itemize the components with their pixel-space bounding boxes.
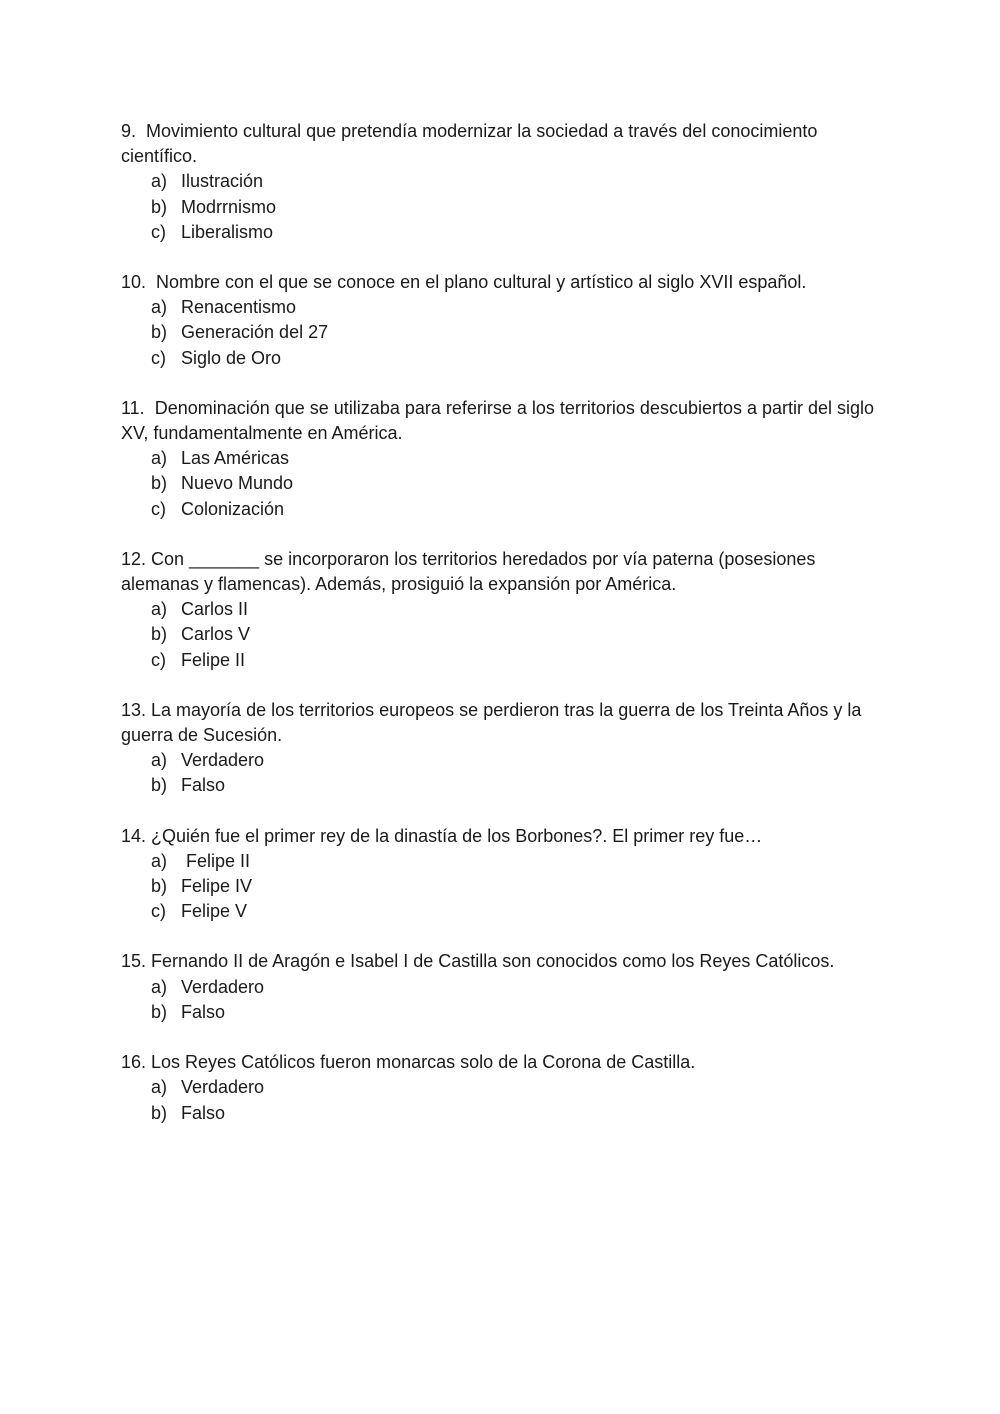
answer-options (121, 975, 881, 1025)
question-block (121, 119, 881, 245)
answer-options (121, 748, 881, 798)
option-label: Las Américas (181, 448, 290, 469)
option-letter: a) (151, 171, 168, 192)
question-block (121, 824, 881, 925)
question-block (121, 270, 881, 371)
option-letter: c) (151, 649, 166, 670)
answer-option[interactable] (121, 748, 881, 773)
question-block (121, 1050, 881, 1126)
question-text: 9. Movimiento cultural que pretendía modernizar la sociedad a través del conocimiento científico. (121, 121, 823, 167)
question-text: 10. Nombre con el que se conoce en el plano cultural y artístico al siglo XVII español. (121, 272, 807, 293)
question-block (121, 949, 881, 1025)
option-letter: b) (151, 322, 168, 343)
option-label: Falso (181, 775, 226, 796)
answer-option[interactable] (121, 320, 881, 345)
answer-options (121, 169, 881, 245)
option-letter: a) (151, 750, 168, 771)
option-label: Renacentismo (181, 297, 297, 318)
answer-option[interactable] (121, 220, 881, 245)
answer-option[interactable] (121, 874, 881, 899)
option-letter: b) (151, 775, 168, 796)
option-label: Falso (181, 1102, 226, 1123)
answer-option[interactable] (121, 773, 881, 798)
option-letter: b) (151, 1102, 168, 1123)
option-label: Carlos V (181, 624, 251, 645)
option-letter: a) (151, 297, 168, 318)
option-label: Felipe V (181, 901, 248, 922)
answer-option[interactable] (121, 622, 881, 647)
answer-option[interactable] (121, 446, 881, 471)
option-label: Liberalismo (181, 221, 274, 242)
answer-option[interactable] (121, 975, 881, 1000)
option-label: Felipe II (181, 649, 246, 670)
question-text: 12. Con _______ se incorporaron los territorios heredados por vía paterna (posesiones alemanas y flamencas). Además, prosiguió la expansión por América. (121, 548, 821, 595)
answer-option[interactable] (121, 295, 881, 320)
option-letter: c) (151, 901, 166, 922)
option-letter: b) (151, 624, 168, 645)
option-label: Verdadero (181, 750, 265, 771)
question-text: 11. Denominación que se utilizaba para referirse a los territorios descubiertos a partir del siglo XV, fundamentalmente en América. (121, 397, 880, 444)
option-label: Generación del 27 (181, 322, 329, 343)
answer-option[interactable] (121, 195, 881, 220)
question-block (121, 698, 881, 799)
option-letter: b) (151, 196, 168, 217)
answer-option[interactable] (121, 497, 881, 522)
option-letter: c) (151, 347, 166, 368)
option-letter: b) (151, 1001, 168, 1022)
answer-option[interactable] (121, 849, 881, 874)
answer-option[interactable] (121, 1075, 881, 1100)
option-letter: a) (151, 599, 168, 620)
option-label: Siglo de Oro (181, 347, 282, 368)
question-block (121, 396, 881, 522)
answer-option[interactable] (121, 1000, 881, 1025)
option-label: Verdadero (181, 1077, 265, 1098)
answer-option[interactable] (121, 471, 881, 496)
option-letter: b) (151, 473, 168, 494)
option-letter: a) (151, 850, 168, 871)
answer-option[interactable] (121, 169, 881, 194)
option-label: Felipe IV (181, 876, 253, 897)
answer-options (121, 295, 881, 371)
answer-options (121, 446, 881, 522)
answer-options (121, 597, 881, 673)
option-letter: a) (151, 448, 168, 469)
question-text: 14. ¿Quién fue el primer rey de la dinastía de los Borbones?. El primer rey fue… (121, 825, 763, 846)
option-label: Falso (181, 1001, 226, 1022)
answer-option[interactable] (121, 899, 881, 924)
question-text: 15. Fernando II de Aragón e Isabel I de Castilla son conocidos como los Reyes Católicos. (121, 951, 835, 972)
question-text: 16. Los Reyes Católicos fueron monarcas solo de la Corona de Castilla. (121, 1052, 696, 1073)
question-block (121, 547, 881, 673)
answer-options (121, 1075, 881, 1125)
answer-options (121, 849, 881, 925)
option-label: Modrrnismo (181, 196, 277, 217)
answer-option[interactable] (121, 346, 881, 371)
option-letter: a) (151, 976, 168, 997)
option-label: Nuevo Mundo (181, 473, 294, 494)
answer-option[interactable] (121, 597, 881, 622)
option-letter: b) (151, 876, 168, 897)
answer-option[interactable] (121, 1101, 881, 1126)
option-letter: a) (151, 1077, 168, 1098)
option-label: Ilustración (181, 171, 264, 192)
question-text: 13. La mayoría de los territorios europeos se perdieron tras la guerra de los Treinta Años y la guerra de Sucesión. (121, 699, 867, 746)
option-label: Verdadero (181, 976, 265, 997)
question-list (121, 119, 881, 1151)
option-label: Felipe II (181, 850, 251, 871)
option-label: Carlos II (181, 599, 249, 620)
option-letter: c) (151, 498, 166, 519)
option-label: Colonización (181, 498, 285, 519)
answer-option[interactable] (121, 648, 881, 673)
option-letter: c) (151, 221, 166, 242)
